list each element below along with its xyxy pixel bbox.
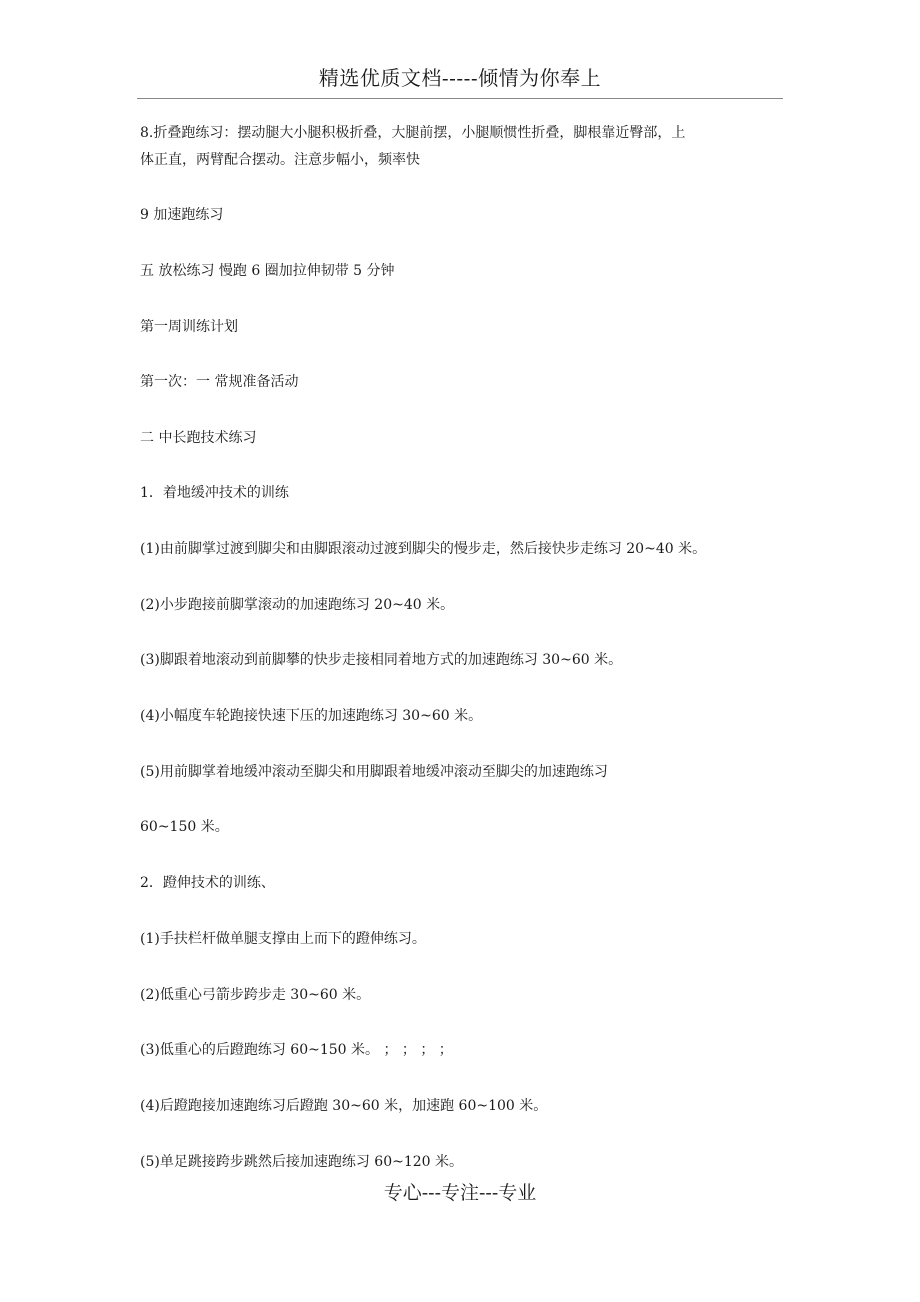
text-line: 第一周训练计划 [140, 319, 238, 335]
text-line: (3)脚跟着地滚动到前脚攀的快步走接相同着地方式的加速跑练习 30~60 米。 [140, 652, 623, 668]
text-line: (2)低重心弓箭步跨步走 30~60 米。 [140, 987, 371, 1003]
page-header-title: 精选优质文档-----倾情为你奉上 [318, 66, 602, 90]
text-line: 8.折叠跑练习：摆动腿大小腿积极折叠，大腿前摆，小腿顺惯性折叠，脚根靠近臀部，上 [140, 125, 686, 141]
text-line: (5)用前脚掌着地缓冲滚动至脚尖和用脚跟着地缓冲滚动至脚尖的加速跑练习 [140, 764, 608, 780]
text-line: 第一次：一 常规准备活动 [140, 374, 299, 390]
text-line: (5)单足跳接跨步跳然后接加速跑练习 60~120 米。 [140, 1154, 463, 1170]
text-line: 9 加速跑练习 [140, 207, 224, 223]
text-line: 二 中长跑技术练习 [140, 430, 257, 446]
text-line: (4)小幅度车轮跑接快速下压的加速跑练习 30~60 米。 [140, 708, 483, 724]
header-divider [137, 98, 783, 99]
page-footer-text: 专心---专注---专业 [383, 1182, 537, 1204]
text-line: 60~150 米。 [140, 819, 229, 835]
text-line: 五 放松练习 慢跑 6 圈加拉伸韧带 5 分钟 [140, 263, 395, 279]
text-line: 2．蹬伸技术的训练、 [140, 875, 275, 891]
text-line: 1．着地缓冲技术的训练 [140, 485, 289, 501]
text-line: (1)由前脚掌过渡到脚尖和由脚跟滚动过渡到脚尖的慢步走，然后接快步走练习 20~40 米。 [140, 541, 707, 557]
text-line: (4)后蹬跑接加速跑练习后蹬跑 30~60 米，加速跑 60~100 米。 [140, 1098, 548, 1114]
text-line: (2)小步跑接前脚掌滚动的加速跑练习 20~40 米。 [140, 597, 455, 613]
text-line: (1)手扶栏杆做单腿支撑由上而下的蹬伸练习。 [140, 931, 426, 947]
text-line: (3)低重心的后蹬跑练习 60~150 米。 ； ； ； ； [140, 1042, 453, 1058]
text-line: 体正直，两臂配合摆动。注意步幅小，频率快 [140, 152, 420, 168]
